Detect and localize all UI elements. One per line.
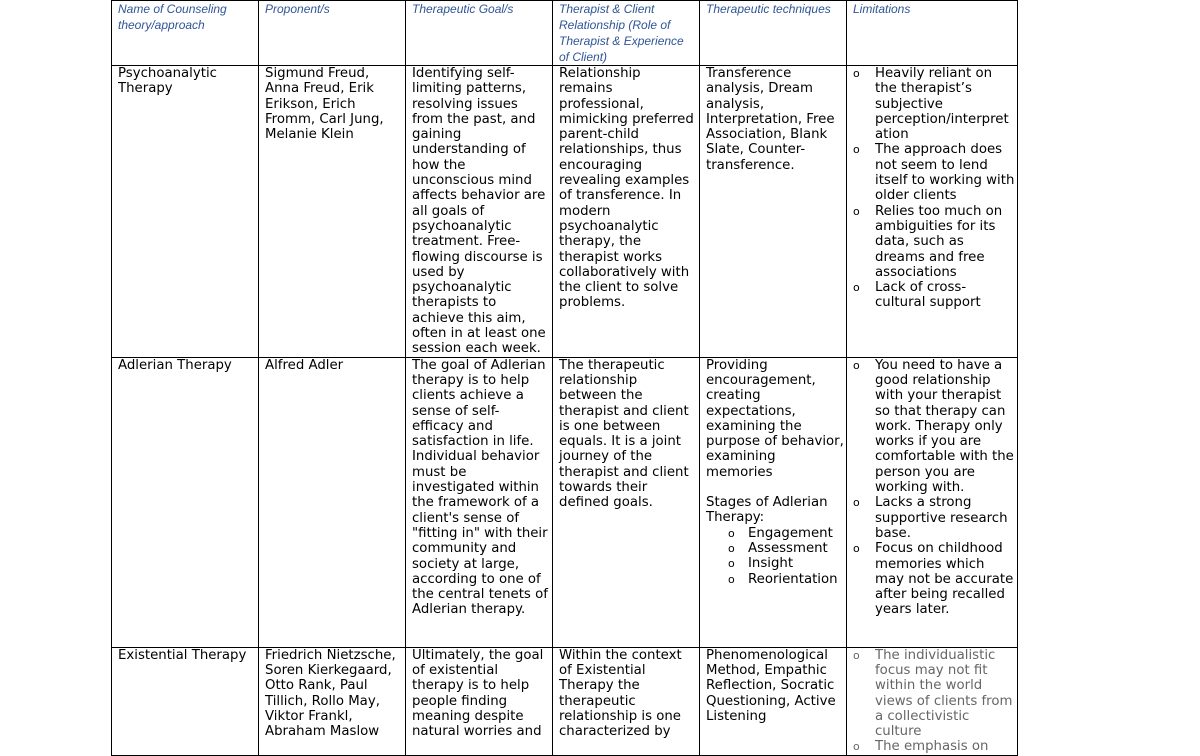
- limitation-item: o You need to have a good relationship with your therapist so that therapy can work. Therapy only works if you are comfortable with the person you are working with.: [875, 358, 1015, 496]
- proponents: Friedrich Nietzsche, Soren Kierkegaard, Otto Rank, Paul Tillich, Rollo May, Viktor Frankl, Abraham Maslow: [259, 647, 406, 755]
- spacer: [706, 480, 844, 495]
- limitation-item: o Focus on childhood memories which may not be accurate after being recalled years later.: [875, 541, 1015, 617]
- relationship: Relationship remains professional, mimicking preferred parent-child relationships, thus encouraging revealing examples of transference. In modern psychoanalytic therapy, the therapist works collaboratively with the client to solve problems.: [553, 66, 700, 358]
- header-goals: Therapeutic Goal/s: [406, 1, 553, 66]
- limitations: [847, 357, 1018, 647]
- therapeutic-goals: Identifying self-limiting patterns, resolving issues from the past, and gaining understanding of how the unconscious mind affects behavior are all goals of psychoanalytic treatment. Free-flowing discourse is used by psychoanalytic therapists to achieve this aim, often in at least one session each week.: [406, 66, 553, 358]
- limitations: [847, 647, 1018, 755]
- limitations-list: [853, 66, 1015, 311]
- theory-name: Psychoanalytic Therapy: [112, 66, 259, 358]
- limitation-item: o Lacks a strong supportive research base.: [875, 495, 1015, 541]
- stage-item: o Insight: [728, 556, 844, 571]
- therapeutic-goals: The goal of Adlerian therapy is to help clients achieve a sense of self-efficacy and satisfaction in life. Individual behavior must be investigated within the framework of a client's sense of "fitting in" with their community and society at large, according to one of the central tenets of Adlerian therapy.: [406, 357, 553, 647]
- stages-list: [706, 526, 844, 587]
- limitation-item: o Relies too much on ambiguities for its data, such as dreams and free associations: [875, 204, 1015, 280]
- techniques: Transference analysis, Dream analysis, Interpretation, Free Association, Blank Slate, Counter-transference.: [700, 66, 847, 358]
- table-row: [112, 66, 1018, 358]
- stages-title: Stages of Adlerian Therapy:: [706, 495, 828, 526]
- limitation-item: o The approach does not seem to lend itself to working with older clients: [875, 142, 1015, 203]
- limitation-item: o Heavily reliant on the therapist’s subjective perception/interpret ation: [875, 66, 1015, 142]
- techniques-text: Providing encouragement, creating expectations, examining the purpose of behavior, examining memories: [706, 357, 844, 480]
- proponents: Alfred Adler: [259, 357, 406, 647]
- theory-name: Adlerian Therapy: [112, 357, 259, 647]
- techniques: [700, 357, 847, 647]
- header-limitations: Limitations: [847, 1, 1018, 66]
- table-row: [112, 357, 1018, 647]
- header-relationship: Therapist & Client Relationship (Role of Therapist & Experience of Client): [553, 1, 700, 66]
- header-techniques: Therapeutic techniques: [700, 1, 847, 66]
- limitations-list: [853, 358, 1015, 618]
- header-theory-name: Name of Counseling theory/approach: [112, 1, 259, 66]
- table-header-row: [112, 1, 1018, 66]
- limitation-item: o Lack of cross-cultural support: [875, 280, 1015, 311]
- counseling-theories-table: [111, 0, 1018, 756]
- relationship: Within the context of Existential Therapy the therapeutic relationship is one characterized by: [553, 647, 700, 755]
- limitation-item: o The individualistic focus may not fit within the world views of clients from a collectivistic culture: [875, 648, 1015, 740]
- proponents: Sigmund Freud, Anna Freud, Erik Erikson, Erich Fromm, Carl Jung, Melanie Klein: [259, 66, 406, 358]
- theory-name: Existential Therapy: [112, 647, 259, 755]
- limitations-list: [853, 648, 1015, 755]
- therapeutic-goals: Ultimately, the goal of existential therapy is to help people finding meaning despite natural worries and: [406, 647, 553, 755]
- limitations: [847, 66, 1018, 358]
- relationship: The therapeutic relationship between the therapist and client is one between equals. It is a joint journey of the therapist and client towards their defined goals.: [553, 357, 700, 647]
- stage-item: o Reorientation: [728, 572, 844, 587]
- techniques: Phenomenological Method, Empathic Reflection, Socratic Questioning, Active Listening: [700, 647, 847, 755]
- stage-item: o Assessment: [728, 541, 844, 556]
- header-proponents: Proponent/s: [259, 1, 406, 66]
- limitation-item: o The emphasis on: [875, 739, 1015, 754]
- stage-item: o Engagement: [728, 526, 844, 541]
- table-row: [112, 647, 1018, 755]
